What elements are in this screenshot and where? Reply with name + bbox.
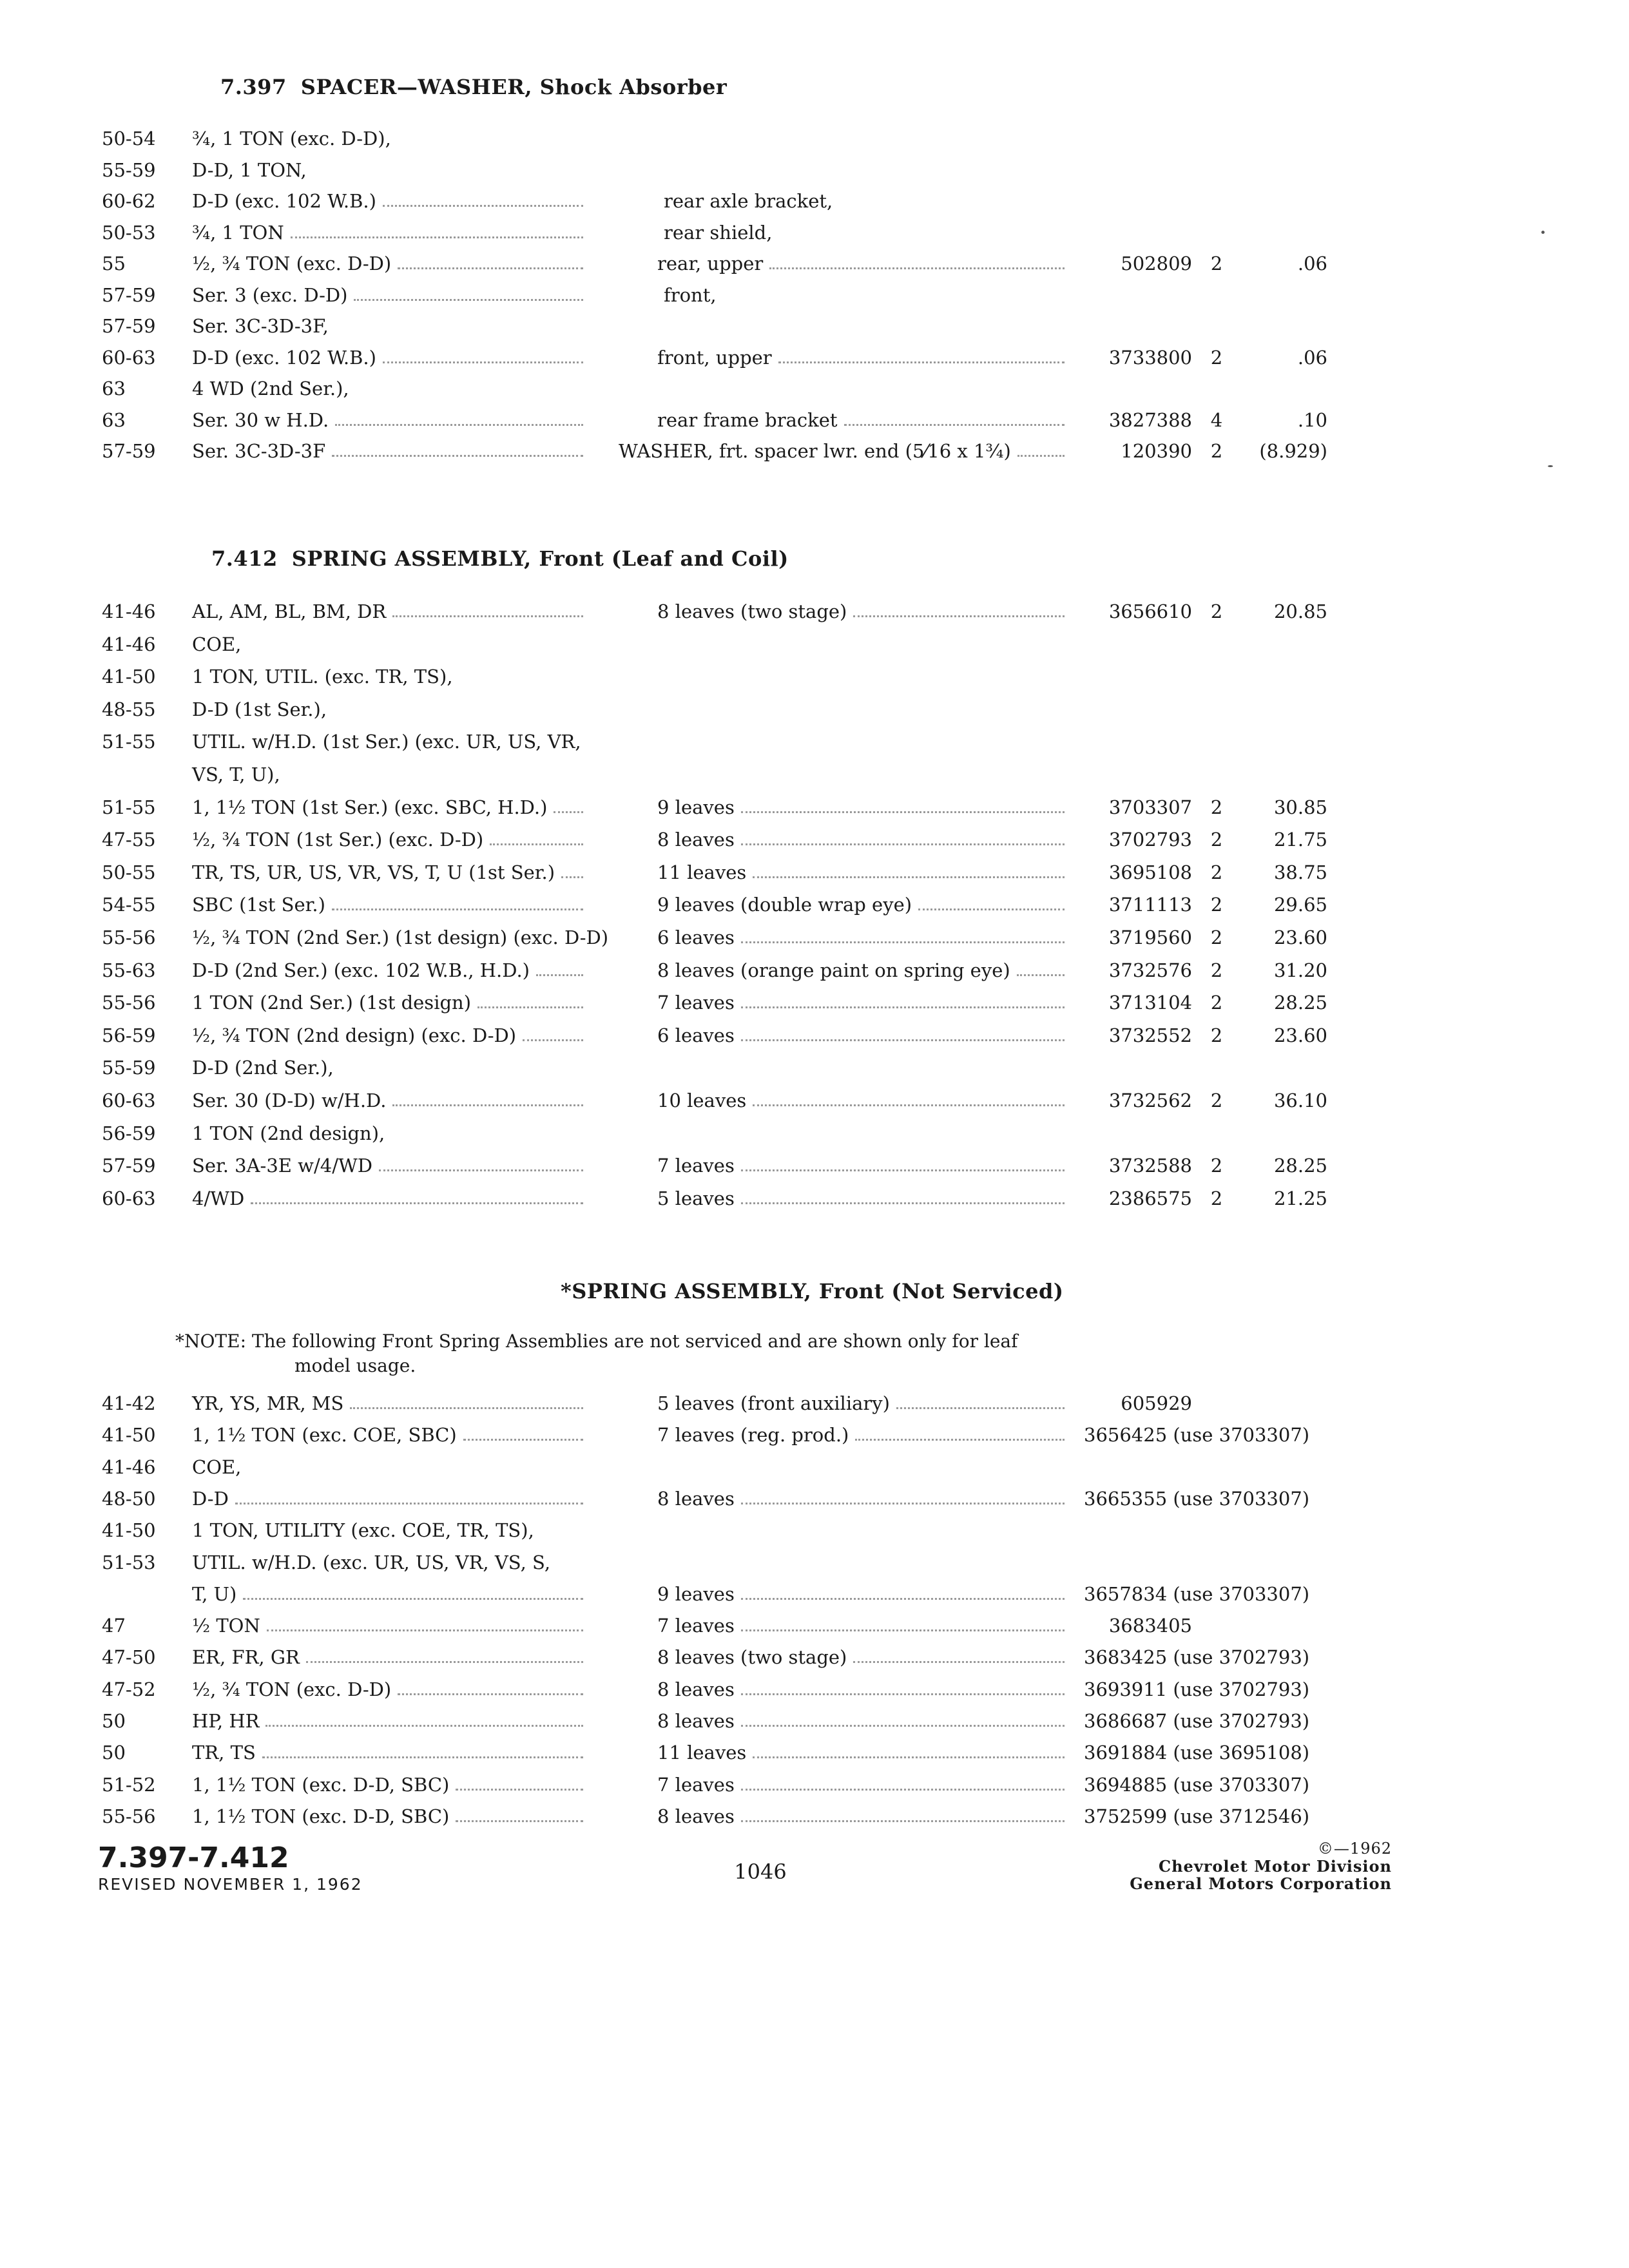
quantity: 2 (1210, 829, 1223, 851)
model-years: 47 (102, 1615, 126, 1637)
part-number: 3732552 (1108, 1024, 1192, 1046)
quantity: 2 (1210, 1155, 1223, 1177)
part-description: 7 leaves (657, 1615, 735, 1637)
model-years: 41-46 (102, 1456, 156, 1478)
table-row (0, 1769, 1629, 1801)
copyright: ©—1962 (1317, 1840, 1392, 1858)
model-years: 51-52 (102, 1773, 156, 1796)
model-years: 47-52 (102, 1678, 156, 1700)
leader-dots (456, 1789, 583, 1791)
table-row (0, 247, 1629, 280)
model-years: 60-63 (102, 346, 156, 369)
list-price: 21.75 (1273, 829, 1327, 851)
revision-date: REVISED NOVEMBER 1, 1962 (98, 1875, 363, 1894)
part-number: 3732576 (1108, 959, 1192, 981)
table-row (0, 726, 1629, 758)
part-number: 2386575 (1108, 1187, 1192, 1209)
model-usage: Ser. 3C-3D-3F (192, 440, 326, 462)
leader-dots (753, 876, 1065, 878)
quantity: 2 (1210, 927, 1223, 948)
model-years: 41-46 (102, 633, 156, 655)
model-usage: UTIL. w/H.D. (1st Ser.) (exc. UR, US, VR, (192, 731, 581, 753)
leader-dots (896, 1407, 1065, 1409)
model-usage: TR, TS, UR, US, VR, VS, T, U (1st Ser.) (192, 861, 555, 883)
part-number: 3694885 (use 3703307) (1084, 1773, 1310, 1796)
model-usage: 1 TON (2nd Ser.) (1st design) (192, 992, 472, 1014)
model-years: 41-50 (102, 1519, 156, 1542)
section-number: 7.412 (211, 546, 278, 571)
model-usage: D-D (2nd Ser.), (192, 1057, 334, 1079)
model-years: 51-55 (102, 731, 156, 753)
model-usage: YR, YS, MR, MS (192, 1392, 344, 1414)
list-price: 21.25 (1273, 1187, 1327, 1209)
table-row (0, 1052, 1629, 1084)
model-usage: Ser. 30 w H.D. (192, 408, 329, 431)
leader-dots (477, 1006, 583, 1008)
table-row (0, 1084, 1629, 1117)
model-years: 56-59 (102, 1024, 156, 1046)
model-years: 63 (102, 378, 126, 399)
model-usage: UTIL. w/H.D. (exc. UR, US, VR, VS, S, (192, 1551, 551, 1573)
model-usage: SBC (1st Ser.) (192, 894, 325, 916)
model-usage: D-D (2nd Ser.) (exc. 102 W.B., H.D.) (192, 959, 530, 981)
model-usage: Ser. 30 (D-D) w/H.D. (192, 1090, 387, 1111)
model-usage: 1, 1½ TON (exc. COE, SBC) (192, 1424, 457, 1446)
leader-dots (291, 236, 583, 238)
part-description: front, upper (657, 346, 772, 369)
quantity: 2 (1210, 346, 1223, 369)
table-row (0, 122, 1629, 155)
table-row (0, 758, 1629, 791)
list-price: .06 (1297, 346, 1327, 369)
section-title: SPRING ASSEMBLY, Front (Leaf and Coil) (291, 546, 789, 571)
publisher-block (1063, 1840, 1392, 1892)
leader-dots (235, 1503, 583, 1504)
model-years: 55-59 (102, 1057, 156, 1079)
table-row (0, 1117, 1629, 1149)
model-usage: 4 WD (2nd Ser.), (192, 378, 349, 399)
list-price: 28.25 (1273, 992, 1327, 1014)
part-description: 7 leaves (657, 1155, 735, 1177)
model-years: 57-59 (102, 1155, 156, 1177)
part-number: 3732588 (1108, 1155, 1192, 1177)
part-number: 3683405 (1108, 1615, 1192, 1637)
model-years: 50-55 (102, 861, 156, 883)
leader-dots (741, 1725, 1065, 1727)
model-usage: D-D (exc. 102 W.B.) (192, 190, 376, 212)
model-years: 50 (102, 1742, 126, 1764)
model-years: 51-55 (102, 796, 156, 818)
model-years: 55-56 (102, 992, 156, 1014)
leader-dots (383, 361, 583, 363)
part-description: 6 leaves (657, 927, 735, 948)
section-title: SPACER—WASHER, Shock Absorber (300, 75, 728, 99)
leader-dots (332, 455, 583, 457)
scan-speck (1541, 231, 1545, 234)
model-usage: ER, FR, GR (192, 1646, 300, 1669)
model-usage: 1 TON, UTIL. (exc. TR, TS), (192, 666, 453, 688)
model-years: 55-56 (102, 927, 156, 948)
leader-dots (741, 1039, 1065, 1041)
model-usage: Ser. 3C-3D-3F, (192, 315, 329, 337)
table-row (0, 310, 1629, 342)
table-row (0, 1514, 1629, 1546)
part-number: 3656610 (1108, 601, 1192, 622)
leader-dots (741, 1006, 1065, 1008)
table-row (0, 1419, 1629, 1451)
table-row (0, 185, 1629, 217)
model-usage: D-D (192, 1487, 229, 1510)
part-number: 3703307 (1108, 796, 1192, 818)
model-usage: 4/WD (192, 1187, 245, 1209)
scan-speck (1548, 465, 1553, 467)
part-number: 120390 (1121, 440, 1192, 462)
section-heading-spacer-washer (220, 75, 727, 99)
leader-dots (456, 1820, 583, 1822)
quantity: 2 (1210, 440, 1223, 462)
model-years: 50 (102, 1710, 126, 1732)
part-number: 3827388 (1108, 408, 1192, 431)
model-years: 57-59 (102, 440, 156, 462)
table-row (0, 341, 1629, 374)
model-usage: D-D, 1 TON, (192, 159, 307, 181)
model-usage: D-D (1st Ser.), (192, 698, 327, 720)
table-row (0, 660, 1629, 693)
leader-dots (741, 1598, 1065, 1600)
model-usage: ½, ¾ TON (exc. D-D) (192, 1678, 392, 1700)
model-usage: AL, AM, BL, BM, DR (192, 601, 387, 622)
table-row (0, 435, 1629, 467)
leader-dots (398, 267, 583, 269)
part-description: 5 leaves (front auxiliary) (657, 1392, 890, 1414)
leader-dots (741, 1629, 1065, 1631)
leader-dots (741, 843, 1065, 845)
part-number: 3713104 (1108, 992, 1192, 1014)
table-row (0, 1800, 1629, 1832)
model-usage: ¾, 1 TON (exc. D-D), (192, 128, 391, 149)
leader-dots (379, 1169, 583, 1171)
part-number: 3702793 (1108, 829, 1192, 851)
section-title: *SPRING ASSEMBLY, Front (Not Serviced) (561, 1279, 1064, 1303)
leader-dots (844, 424, 1065, 426)
part-description: 8 leaves (657, 1710, 735, 1732)
quantity: 4 (1210, 408, 1223, 431)
quantity: 2 (1210, 861, 1223, 883)
note-text-continued: model usage. (294, 1355, 416, 1376)
model-years: 50-54 (102, 128, 156, 149)
page-code: 7.397-7.412 (98, 1841, 289, 1874)
note-text: *NOTE: The following Front Spring Assemblies are not serviced and are shown only for leaf (175, 1331, 1018, 1352)
model-years: 50-53 (102, 221, 156, 244)
model-years: 57-59 (102, 315, 156, 337)
table-row (0, 1019, 1629, 1052)
table-row (0, 1483, 1629, 1515)
leader-dots (741, 1820, 1065, 1822)
model-usage: ½, ¾ TON (1st Ser.) (exc. D-D) (192, 829, 484, 851)
part-description: 8 leaves (657, 1805, 735, 1827)
section-number: 7.397 (220, 75, 287, 99)
part-description: 6 leaves (657, 1024, 735, 1046)
model-usage: ½, ¾ TON (2nd Ser.) (1st design) (exc. D-D) (192, 927, 609, 948)
list-price: 23.60 (1273, 927, 1327, 948)
model-usage: 1 TON (2nd design), (192, 1122, 385, 1144)
list-price: (8.929) (1259, 440, 1327, 462)
leader-dots (536, 974, 583, 976)
page-number: 1046 (734, 1860, 787, 1884)
part-description: 10 leaves (657, 1090, 747, 1111)
leader-dots (243, 1598, 583, 1600)
model-usage: ½, ¾ TON (2nd design) (exc. D-D) (192, 1024, 517, 1046)
quantity: 2 (1210, 253, 1223, 274)
leader-dots (490, 843, 583, 845)
leader-dots (918, 908, 1065, 910)
part-number: 3656425 (use 3703307) (1084, 1424, 1310, 1446)
table-row (0, 372, 1629, 405)
part-description: 7 leaves (reg. prod.) (657, 1424, 849, 1446)
model-usage: VS, T, U), (192, 764, 280, 785)
part-number: 605929 (1121, 1392, 1192, 1414)
part-number: 3711113 (1108, 894, 1192, 916)
model-usage: Ser. 3 (exc. D-D) (192, 284, 348, 306)
model-usage: 1, 1½ TON (exc. D-D, SBC) (192, 1805, 450, 1827)
model-years: 55-59 (102, 159, 156, 181)
leader-dots (741, 1789, 1065, 1791)
table-row (0, 791, 1629, 823)
list-price: 31.20 (1273, 959, 1327, 981)
model-years: 41-50 (102, 1424, 156, 1446)
table-row (0, 1546, 1629, 1579)
table-row (0, 1578, 1629, 1610)
table-row (0, 279, 1629, 311)
part-description: 7 leaves (657, 992, 735, 1014)
leader-dots (1017, 455, 1065, 457)
table-row (0, 823, 1629, 856)
part-description: rear axle bracket, (664, 190, 833, 212)
leader-dots (853, 615, 1065, 617)
part-number: 3686687 (use 3702793) (1084, 1710, 1310, 1732)
part-number: 3732562 (1108, 1090, 1192, 1111)
list-price: .10 (1297, 408, 1327, 431)
part-number: 3719560 (1108, 927, 1192, 948)
model-years: 47-50 (102, 1646, 156, 1669)
leader-dots (741, 1169, 1065, 1171)
table-row (0, 1736, 1629, 1769)
part-number: 502809 (1121, 253, 1192, 274)
model-years: 54-55 (102, 894, 156, 916)
part-description: 8 leaves (657, 1487, 735, 1510)
model-usage: 1 TON, UTILITY (exc. COE, TR, TS), (192, 1519, 534, 1542)
table-row (0, 986, 1629, 1019)
part-description: WASHER, frt. spacer lwr. end (5⁄16 x 1¾) (619, 440, 1011, 462)
model-usage: Ser. 3A-3E w/4/WD (192, 1155, 373, 1177)
model-usage: ¾, 1 TON (192, 221, 284, 244)
part-number: 3693911 (use 3702793) (1084, 1678, 1310, 1700)
part-description: rear frame bracket (657, 408, 838, 431)
model-usage: ½, ¾ TON (exc. D-D) (192, 253, 392, 274)
part-description: 9 leaves (657, 796, 735, 818)
leader-dots (383, 205, 583, 207)
list-price: 38.75 (1273, 861, 1327, 883)
leader-dots (251, 1202, 583, 1204)
list-price: 29.65 (1273, 894, 1327, 916)
list-price: 23.60 (1273, 1024, 1327, 1046)
model-usage: COE, (192, 633, 242, 655)
list-price: 30.85 (1273, 796, 1327, 818)
part-description: 8 leaves (657, 1678, 735, 1700)
model-years: 48-55 (102, 698, 156, 720)
leader-dots (741, 1503, 1065, 1504)
part-description: 11 leaves (657, 861, 747, 883)
table-row (0, 693, 1629, 726)
part-description: 5 leaves (657, 1187, 735, 1209)
leader-dots (554, 811, 583, 813)
part-number: 3665355 (use 3703307) (1084, 1487, 1310, 1510)
table-row (0, 595, 1629, 628)
model-years: 60-63 (102, 1187, 156, 1209)
model-usage: 1, 1½ TON (1st Ser.) (exc. SBC, H.D.) (192, 796, 548, 818)
list-price: .06 (1297, 253, 1327, 274)
part-description: 8 leaves (orange paint on spring eye) (657, 959, 1010, 981)
table-row (0, 154, 1629, 186)
leader-dots (855, 1439, 1065, 1441)
leader-dots (753, 1756, 1065, 1758)
model-years: 60-62 (102, 190, 156, 212)
model-years: 63 (102, 408, 126, 431)
quantity: 2 (1210, 601, 1223, 622)
quantity: 2 (1210, 959, 1223, 981)
leader-dots (335, 424, 583, 426)
quantity: 2 (1210, 1090, 1223, 1111)
model-usage: HP, HR (192, 1710, 260, 1732)
table-row (0, 954, 1629, 986)
leader-dots (1017, 974, 1065, 976)
model-usage: 1, 1½ TON (exc. D-D, SBC) (192, 1773, 450, 1796)
not-serviced-note (175, 1329, 1077, 1378)
list-price: 36.10 (1273, 1090, 1327, 1111)
model-years: 55-56 (102, 1805, 156, 1827)
model-years: 41-50 (102, 666, 156, 688)
table-row (0, 1641, 1629, 1673)
list-price: 20.85 (1273, 601, 1327, 622)
quantity: 2 (1210, 992, 1223, 1014)
part-description: 9 leaves (double wrap eye) (657, 894, 912, 916)
leader-dots (265, 1725, 583, 1727)
part-description: 8 leaves (two stage) (657, 1646, 847, 1669)
model-years: 55-63 (102, 959, 156, 981)
part-number: 3691884 (use 3695108) (1084, 1742, 1310, 1764)
part-description: rear shield, (664, 221, 773, 244)
list-price: 28.25 (1273, 1155, 1327, 1177)
part-number: 3752599 (use 3712546) (1084, 1805, 1310, 1827)
model-years: 41-46 (102, 601, 156, 622)
part-number: 3733800 (1108, 346, 1192, 369)
leader-dots (523, 1039, 583, 1041)
table-row (0, 1149, 1629, 1182)
leader-dots (853, 1661, 1065, 1663)
model-years: 41-42 (102, 1392, 156, 1414)
table-row (0, 216, 1629, 249)
table-row (0, 1182, 1629, 1215)
leader-dots (741, 1693, 1065, 1695)
leader-dots (267, 1629, 583, 1631)
part-description: 11 leaves (657, 1742, 747, 1764)
leader-dots (398, 1693, 583, 1695)
leader-dots (350, 1407, 583, 1409)
leader-dots (778, 361, 1065, 363)
leader-dots (741, 811, 1065, 813)
model-years: 51-53 (102, 1551, 156, 1573)
leader-dots (262, 1756, 583, 1758)
table-row (0, 1610, 1629, 1642)
model-years: 57-59 (102, 284, 156, 306)
leader-dots (354, 299, 583, 301)
table-row (0, 921, 1629, 954)
leader-dots (769, 267, 1065, 269)
leader-dots (392, 1104, 583, 1106)
section-heading-not-serviced (561, 1279, 1063, 1303)
part-description: rear, upper (657, 253, 764, 274)
quantity: 2 (1210, 796, 1223, 818)
table-row (0, 1387, 1629, 1419)
part-description: 9 leaves (657, 1582, 735, 1605)
leader-dots (561, 876, 583, 878)
model-usage: ½ TON (192, 1615, 260, 1637)
leader-dots (463, 1439, 583, 1441)
table-row (0, 404, 1629, 436)
model-usage: TR, TS (192, 1742, 256, 1764)
part-description: 7 leaves (657, 1773, 735, 1796)
table-row (0, 628, 1629, 660)
leader-dots (392, 615, 583, 617)
part-number: 3695108 (1108, 861, 1192, 883)
model-usage: D-D (exc. 102 W.B.) (192, 346, 376, 369)
section-heading-spring-assembly (211, 546, 789, 571)
quantity: 2 (1210, 1024, 1223, 1046)
table-row (0, 1451, 1629, 1483)
table-row (0, 856, 1629, 889)
model-years: 48-50 (102, 1487, 156, 1510)
leader-dots (332, 908, 583, 910)
part-number: 3683425 (use 3702793) (1084, 1646, 1310, 1669)
model-usage: COE, (192, 1456, 242, 1478)
model-years: 56-59 (102, 1122, 156, 1144)
leader-dots (753, 1104, 1065, 1106)
model-years: 47-55 (102, 829, 156, 851)
part-description: 8 leaves (657, 829, 735, 851)
part-number: 3657834 (use 3703307) (1084, 1582, 1310, 1605)
quantity: 2 (1210, 894, 1223, 916)
model-years: 55 (102, 253, 126, 274)
part-description: front, (664, 284, 717, 306)
corporation-name: General Motors Corporation (1130, 1874, 1392, 1893)
part-description: 8 leaves (two stage) (657, 601, 847, 622)
leader-dots (741, 1202, 1065, 1204)
model-years: 60-63 (102, 1090, 156, 1111)
leader-dots (741, 941, 1065, 943)
table-row (0, 1673, 1629, 1706)
table-row (0, 889, 1629, 921)
division-name: Chevrolet Motor Division (1159, 1857, 1392, 1876)
model-usage: T, U) (192, 1582, 237, 1605)
quantity: 2 (1210, 1187, 1223, 1209)
leader-dots (306, 1661, 583, 1663)
table-row (0, 1705, 1629, 1737)
